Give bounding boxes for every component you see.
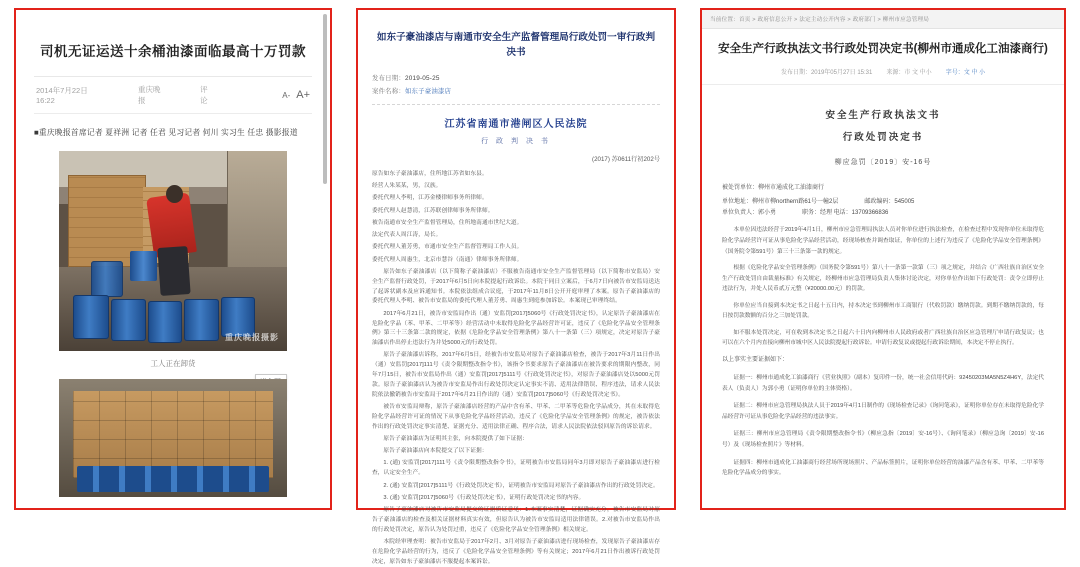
photo2-drum-row [77, 466, 269, 492]
evidence-heading: 以上事实主要证据如下： [722, 356, 789, 363]
penalty-document-body [702, 85, 1064, 497]
field-label: 发布日期： [372, 74, 405, 82]
judgment-body [358, 10, 674, 565]
photo-paint-drum [221, 297, 255, 337]
postcode-field: 邮政编码：545005 [864, 198, 915, 205]
photo-paint-drum [111, 299, 145, 341]
publish-date: 2014年7月22日 16:22 [36, 86, 88, 106]
party-line: 委托代理人赵慧清，江苏联创律师事务所律师。 [372, 207, 494, 214]
evidence-item: 证据二：柳州市应急管理局执法人员于2019年4月1日制作的《现场检查记录》《询问笔录》，证明你单位存在未取得危险化学品经营许可证从事危险化学品经营的违法事实。 [722, 403, 1044, 420]
penalty-paragraph: 你单位应当自接到本决定书之日起十五日内，持本决定书到柳州市工商银行（代收罚款）缴纳罚款。到期不缴纳罚款的，每日按罚款数额的百分之三加处罚款。 [722, 302, 1044, 320]
panel-penalty-decision [700, 8, 1066, 510]
responsible-person-field: 单位负责人：郭小勇 [722, 210, 777, 217]
evidence-item: 2. (通) 安监罚[2017]5111号《行政处罚决定书》，证明被告市安监局对原告子豪油漆店作出的行政处罚决定。 [383, 482, 659, 489]
article-photo-1-wrap [59, 151, 287, 351]
evidence-list [372, 459, 660, 503]
judgment-paragraph: 原告子豪油漆店对被告市安监局提交的证据质证意见：1.本案事实清楚，证据确实充分，被告市安监局对原告子豪油漆店的检查及相关证据材料真实有效，但原告认为被告市安监局适用法律错误。2.对被告市安监局作出的行政处罚决定，原告认为处罚过重，违反了《危险化学品安全管理条例》相关规定。 [372, 507, 660, 533]
title-phone-field: 职务：经理 电话：13709366836 [802, 210, 889, 217]
photo-paint-drum [148, 301, 182, 343]
evidence-item: 证据四：柳州市通成化工油漆商行经营场所现场照片、产品标签照片，证明你单位经营的油漆产品含有苯、甲苯、二甲苯等危险化学品成分的事实。 [722, 459, 1044, 477]
divider [372, 104, 660, 105]
panel-court-judgment [356, 8, 676, 565]
font-size-control[interactable]: 字号：文 中 小 [945, 70, 986, 77]
judgment-paragraph: 2017年6月21日，被告市安监局作出（通）安监罚[2017]5060号《行政处罚决定书》，认定原告子豪油漆店在危险化学品（苯、甲苯、二甲苯等）经营活动中未取得危险化学品经营许可证，违反了《危险化学品安全管理条例》第三十三条第二款的规定，依据《危险化学品安全管理条例》第八十一条第（三）项规定，决定对原告子豪油漆店作出停止违法行为并处5000元的行政处罚。 [372, 310, 660, 347]
judgment-title: 如东子豪油漆店与南通市安全生产监督管理局行政处罚一审行政判决书 [376, 32, 656, 59]
party-line: 原告如东子豪油漆店，住所地江苏省如东县。 [372, 170, 488, 177]
photo-worker-legs [158, 246, 191, 296]
judgment-paragraph: 原告如东子豪油漆店（以下简称子豪油漆店）不服被告南通市安全生产监督管理局（以下简称市安监局）安全生产监督行政处罚，于2017年6月5日向本院提起行政诉讼。本院于同日立案后，于6月7日向被告市安监局送达了起诉状副本及应诉通知书。本院依法组成合议庭，于2017年11月8日公开开庭审理了本案。原告子豪油漆店的委托代理人李明、被告市安监局的委托代理人董芳勇、周惠生到庭参加诉讼。本案现已审理终结。 [372, 269, 660, 305]
breadcrumb[interactable]: 当前位置：首页 > 政府信息公开 > 法定主动公开内容 > 政府部门 > 柳州市应急管理局 [702, 10, 1064, 29]
source-label: 来源：市 文 中小 [886, 70, 932, 77]
case-number: (2017) 苏0611行初202号 [592, 155, 660, 163]
document-type: 行 政 判 决 书 [481, 137, 551, 145]
judgment-paragraph: 被告市安监局辩称，原告子豪油漆店经营的产品中含有苯、甲苯、二甲苯等危险化学品成分，其在未取得危险化学品经营许可证的情况下从事危险化学品经营活动，违反了《危险化学品安全管理条例》的规定，被告依法作出的行政处罚决定事实清楚、证据充分、适用法律正确、程序合法，请求人民法院依法驳回原告的诉讼请求。 [372, 403, 660, 430]
party-line: 被告南通市安全生产监督管理局，住所地南通市世纪大道。 [372, 219, 523, 226]
party-line: 委托代理人李明，江苏金楼律师事务所律师。 [372, 195, 488, 202]
photo-watermark: 重庆晚报摄影 [225, 333, 279, 343]
article-photo-1 [59, 151, 287, 351]
news-article-body [16, 10, 330, 508]
penalty-paragraph: 根据《危险化学品安全管理条例》（国务院令第591号）第八十一条第一款第（三）项之规定，并结合《广西壮族自治区安全生产行政处罚自由裁量标准》有关规定，经柳州市应急管理局负责人集体讨论决定，对你单位作出如下行政处罚：责令立即停止违法行为，并处人民币贰万元整（¥20000.00元）的罚款。 [722, 265, 1044, 293]
field-publish-date [372, 73, 660, 82]
evidence-item: 3. (通) 安监罚[2017]5060号《行政处罚决定书》，证明行政处罚决定书的内容。 [383, 494, 585, 501]
party-line: 委托代理人董芳勇，市通市安全生产监督管理局工作人员。 [372, 244, 523, 251]
document-heading-2: 行政处罚决定书 [842, 132, 924, 144]
panel-news-article [14, 8, 332, 510]
evidence-item: 1. (通) 安监罚[2017]111号《责令限期整改指令书》，证明被告市安监局同年3月即对原告子豪油漆店进行检查，认定安全生产。 [372, 460, 660, 477]
evidence-item: 证据三：柳州市应急管理局《责令限期整改指令书》（柳应急指〔2019〕安-16号）、《询问笔录》（柳应急询〔2019〕安-16号）及《现场检查照片》等材料。 [722, 431, 1044, 449]
font-increase-button[interactable]: A+ [296, 89, 310, 102]
document-meta [718, 67, 1048, 76]
page-title: 安全生产行政执法文书行政处罚决定书(柳州市通成化工油漆商行) [718, 43, 1048, 55]
penalty-paragraph: 如不服本处罚决定，可在收到本决定书之日起六十日内向柳州市人民政府或者广西壮族自治区应急管理厅申请行政复议；也可以在六个月内直接向柳州市城中区人民法院提起行政诉讼。申请行政复议或提起行政诉讼期间，本决定不停止执行。 [722, 329, 1044, 347]
article-source[interactable]: 重庆晚报 [138, 85, 161, 106]
document-header [702, 29, 1064, 85]
field-case-name [372, 86, 660, 95]
photo-paint-drum [91, 261, 123, 297]
judgment-paragraph: 原告子豪油漆店诉称，2017年6月5日，经被告市安监局对原告子豪油漆店检查，被告于2017年3月11日作出（通）安监罚[2017]111号《责令限期整改指令书》，该指令书要求原告子豪油漆店在被告要求的期限内整改，同年7月15日，被告市安监局作出（通）安监罚[2017]5111号《行政处罚决定书》，对原告子豪油漆店处以5000元罚款。原告子豪油漆店认为被告市安监局作出行政处罚决定认定事实不清、适用法律错误、程序违法，请求人民法院依法撤销被告市安监局于2017年6月21日作出的（通）安监罚[2017]5060号《行政处罚决定书》。 [372, 352, 660, 398]
photo2-carton-wall [73, 391, 274, 478]
party-name-line: 被处罚单位：柳州市通成化工油漆商行 [722, 185, 825, 192]
font-decrease-button[interactable]: A- [282, 91, 291, 101]
evidence-item: 证据一：柳州市通成化工油漆商行《营业执照》（副本）复印件一份，统一社会信用代码：92450203MA5N5Z4H6Y，法定代表人（负责人）为郭小勇（证明你单位的主体资格）。 [722, 375, 1044, 392]
font-size-control[interactable] [282, 89, 310, 101]
publish-date: 发布日期：2019年05月27日 15:31 [780, 70, 873, 77]
photo-paint-drum [184, 299, 218, 341]
party-line: 委托代理人周惠生，北京市慧谷（南通）律师事务所律师。 [372, 256, 523, 263]
info-row [722, 197, 1044, 208]
photo-wall [227, 151, 287, 275]
photo-paint-drum [73, 295, 109, 339]
info-row [722, 208, 1044, 219]
document-heading-1: 安全生产行政执法文书 [825, 110, 941, 122]
court-name: 江苏省南通市港闸区人民法院 [444, 118, 588, 130]
field-value: 2019-05-25 [404, 74, 440, 82]
judgment-paragraph: 本院经审理查明：被告市安监局于2017年2月、3月对原告子豪油漆店进行现场检查，发现原告子豪油漆店存在危险化学品经营的行为，违反了《危险化学品安全管理条例》等有关规定；2017年6月21日作出被诉行政处罚决定，原告如东子豪油漆店不服提起本案诉讼。 [372, 538, 660, 565]
field-value-link[interactable]: 如东子豪油漆店 [404, 87, 452, 95]
article-meta [32, 77, 314, 113]
field-label: 案件名称： [372, 87, 405, 95]
article-photo-2 [59, 379, 287, 497]
penalty-paragraph: 本单位因违法经营于2019年4月1日，柳州市应急管理局执法人员对你单位进行执法检查，在检查过程中发现你单位未取得危险化学品经营许可证从事危险化学品经营活动，经现场核查并调查取证，你单位的上述行为违反了《危险化学品安全管理条例》（国务院令第591号）第三十三条第一款的规定。 [722, 227, 1044, 255]
document-number: 柳应急罚〔2019〕安-16号 [834, 159, 932, 167]
party-line: 法定代表人周江涛，局长。 [372, 232, 442, 239]
scrollbar[interactable] [323, 14, 327, 184]
comment-link[interactable]: 评论 [200, 85, 208, 106]
judgment-paragraph: 原告子豪油漆店为证明其主张，向本院提供了如下证据： [383, 435, 529, 442]
address-field: 单位地址：柳州市柳northern路61号一幢2层 [722, 198, 839, 205]
photo-caption: 工人正在卸货 [150, 359, 196, 369]
photo-carried-drum [130, 251, 157, 281]
page-title: 司机无证运送十余桶油漆面临最高十万罚款 [40, 44, 306, 59]
article-byline: ■重庆晚报首席记者 夏祥洲 记者 任君 见习记者 何川 实习生 任忠 摄影报道 [34, 128, 298, 138]
party-line: 经营人朱某某，男，汉族。 [372, 182, 442, 189]
evidence-intro: 原告子豪油漆店向本院提交了以下证据： [383, 448, 488, 455]
